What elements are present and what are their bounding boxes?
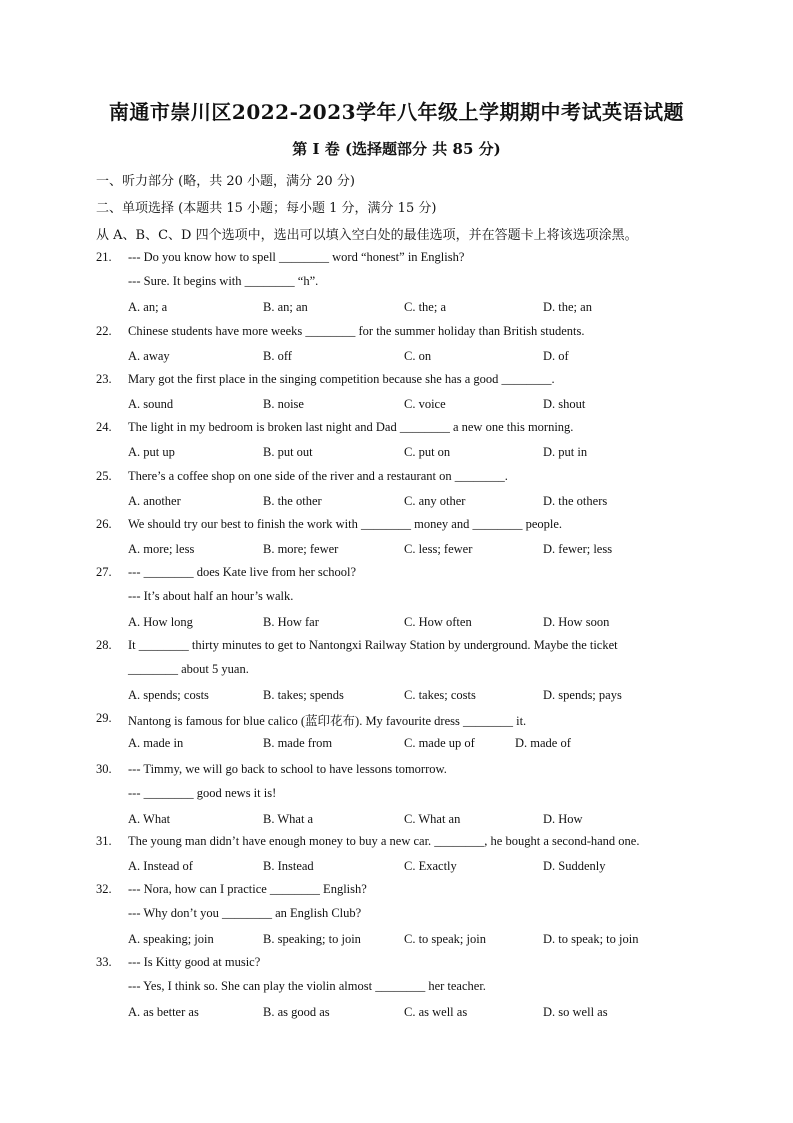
question-text: --- Is Kitty good at music? <box>128 955 261 969</box>
question-text: Nantong is famous for blue calico (蓝印花布). My favourite dress ________ it. <box>128 714 527 728</box>
question-text: Mary got the first place in the singing competition because she has a good ________. <box>128 372 555 386</box>
question-text: --- Why don’t you ________ an English Club? <box>128 906 362 921</box>
answer-option: C. to speak; join <box>404 931 486 946</box>
question-number: 22. <box>96 324 112 338</box>
answer-option: B. more; fewer <box>263 542 339 557</box>
question-item <box>96 638 701 711</box>
question-text: There’s a coffee shop on one side of the river and a restaurant on ________. <box>128 469 508 483</box>
answer-option: C. voice <box>404 397 446 412</box>
answer-option: D. spends; pays <box>543 687 622 702</box>
answer-option: A. speaking; join <box>128 931 214 946</box>
answer-option: D. so well as <box>543 1004 608 1019</box>
question-number: 30. <box>96 762 112 776</box>
answer-option: B. made from <box>263 736 333 751</box>
answer-option: B. an; an <box>263 299 308 314</box>
answer-option: C. takes; costs <box>404 687 476 702</box>
answer-option: B. noise <box>263 397 304 412</box>
answer-option: B. off <box>263 349 292 364</box>
answer-option: D. How soon <box>543 614 610 629</box>
answer-option: D. fewer; less <box>543 542 613 557</box>
answer-option: C. on <box>404 349 432 364</box>
question-text: --- ________ does Kate live from her school? <box>128 565 357 579</box>
question-number: 31. <box>96 834 112 848</box>
question-text: --- Timmy, we will go back to school to have lessons tomorrow. <box>128 762 447 776</box>
answer-option: B. What a <box>263 811 314 826</box>
question-text: We should try our best to finish the work with ________ money and ________ people. <box>128 517 563 531</box>
answer-option: B. How far <box>263 614 319 629</box>
question-text: --- Yes, I think so. She can play the violin almost ________ her teacher. <box>128 979 486 994</box>
answer-option: A. Instead of <box>128 859 193 874</box>
question-number: 27. <box>96 565 112 579</box>
question-item <box>96 372 701 421</box>
question-item <box>96 420 701 469</box>
question-number: 28. <box>96 638 112 652</box>
answer-option: A. away <box>128 349 170 364</box>
answer-option: D. to speak; to join <box>543 931 639 946</box>
question-text: ________ about 5 yuan. <box>128 662 249 677</box>
answer-option: C. less; fewer <box>404 542 473 557</box>
answer-option: B. speaking; to join <box>263 931 361 946</box>
answer-option: D. put in <box>543 445 588 460</box>
question-item <box>96 955 701 1028</box>
question-item <box>96 711 701 760</box>
question-number: 26. <box>96 517 112 531</box>
answer-option: D. shout <box>543 397 586 412</box>
section-instruction: 从 A、B、C、D 四个选项中，选出可以填入空白处的最佳选项，并在答题卡上将该选项涂黑。 <box>96 228 638 243</box>
answer-option: A. made in <box>128 736 184 751</box>
question-number: 25. <box>96 469 112 483</box>
answer-option: C. as well as <box>404 1004 468 1019</box>
answer-option: D. Suddenly <box>543 859 606 874</box>
page-title: 南通市崇川区2022-2023学年八年级上学期期中考试英语试题 <box>108 100 685 124</box>
question-number: 33. <box>96 955 112 969</box>
answer-option: D. made of <box>515 736 571 751</box>
answer-option: A. sound <box>128 397 174 412</box>
answer-option: D. the others <box>543 494 608 509</box>
answer-option: A. another <box>128 494 181 509</box>
answer-option: A. as better as <box>128 1004 199 1019</box>
question-item <box>96 762 701 835</box>
question-text: --- Nora, how can I practice ________ English? <box>128 882 367 896</box>
answer-option: B. the other <box>263 494 322 509</box>
answer-option: C. any other <box>404 494 466 509</box>
question-text: --- ________ good news it is! <box>128 786 277 801</box>
question-item <box>96 834 701 883</box>
answer-option: A. an; a <box>128 299 168 314</box>
question-item <box>96 469 701 518</box>
answer-option: A. What <box>128 811 171 826</box>
question-item <box>96 565 701 638</box>
answer-option: B. takes; spends <box>263 687 344 702</box>
answer-option: C. the; a <box>404 299 447 314</box>
answer-option: C. Exactly <box>404 859 457 874</box>
answer-option: B. put out <box>263 445 313 460</box>
question-text: Chinese students have more weeks ________ for the summer holiday than British students. <box>128 324 585 338</box>
answer-option: A. more; less <box>128 542 195 557</box>
answer-option: C. put on <box>404 445 451 460</box>
listening-section-heading: 一、听力部分 (略，共 20 小题，满分 20 分) <box>96 174 355 189</box>
question-text: The young man didn’t have enough money to buy a new car. ________, he bought a second-hand one. <box>128 834 640 848</box>
answer-option: D. the; an <box>543 299 592 314</box>
answer-option: A. spends; costs <box>128 687 209 702</box>
question-number: 29. <box>96 711 112 725</box>
question-item <box>96 250 701 323</box>
question-text: --- Sure. It begins with ________ “h”. <box>128 274 319 289</box>
question-number: 24. <box>96 420 112 434</box>
question-number: 21. <box>96 250 112 264</box>
question-text: The light in my bedroom is broken last night and Dad ________ a new one this morning. <box>128 420 574 434</box>
answer-option: A. How long <box>128 614 193 629</box>
answer-option: C. made up of <box>404 736 475 751</box>
question-item <box>96 324 701 373</box>
answer-option: B. as good as <box>263 1004 330 1019</box>
answer-option: D. How <box>543 811 583 826</box>
answer-option: D. of <box>543 349 569 364</box>
section-subtitle: 第 I 卷 (选择题部分 共 85 分) <box>292 140 501 158</box>
question-number: 23. <box>96 372 112 386</box>
question-item <box>96 517 701 566</box>
question-text: --- Do you know how to spell ________ word “honest” in English? <box>128 250 465 264</box>
question-text: --- It’s about half an hour’s walk. <box>128 589 294 604</box>
question-item <box>96 882 701 955</box>
answer-option: B. Instead <box>263 859 314 874</box>
question-number: 32. <box>96 882 112 896</box>
single-choice-section-heading: 二、单项选择 (本题共 15 小题；每小题 1 分，满分 15 分) <box>96 201 437 216</box>
answer-option: A. put up <box>128 445 175 460</box>
answer-option: C. What an <box>404 811 461 826</box>
answer-option: C. How often <box>404 614 472 629</box>
question-text: It ________ thirty minutes to get to Nantongxi Railway Station by underground. Maybe the ticket <box>128 638 618 652</box>
